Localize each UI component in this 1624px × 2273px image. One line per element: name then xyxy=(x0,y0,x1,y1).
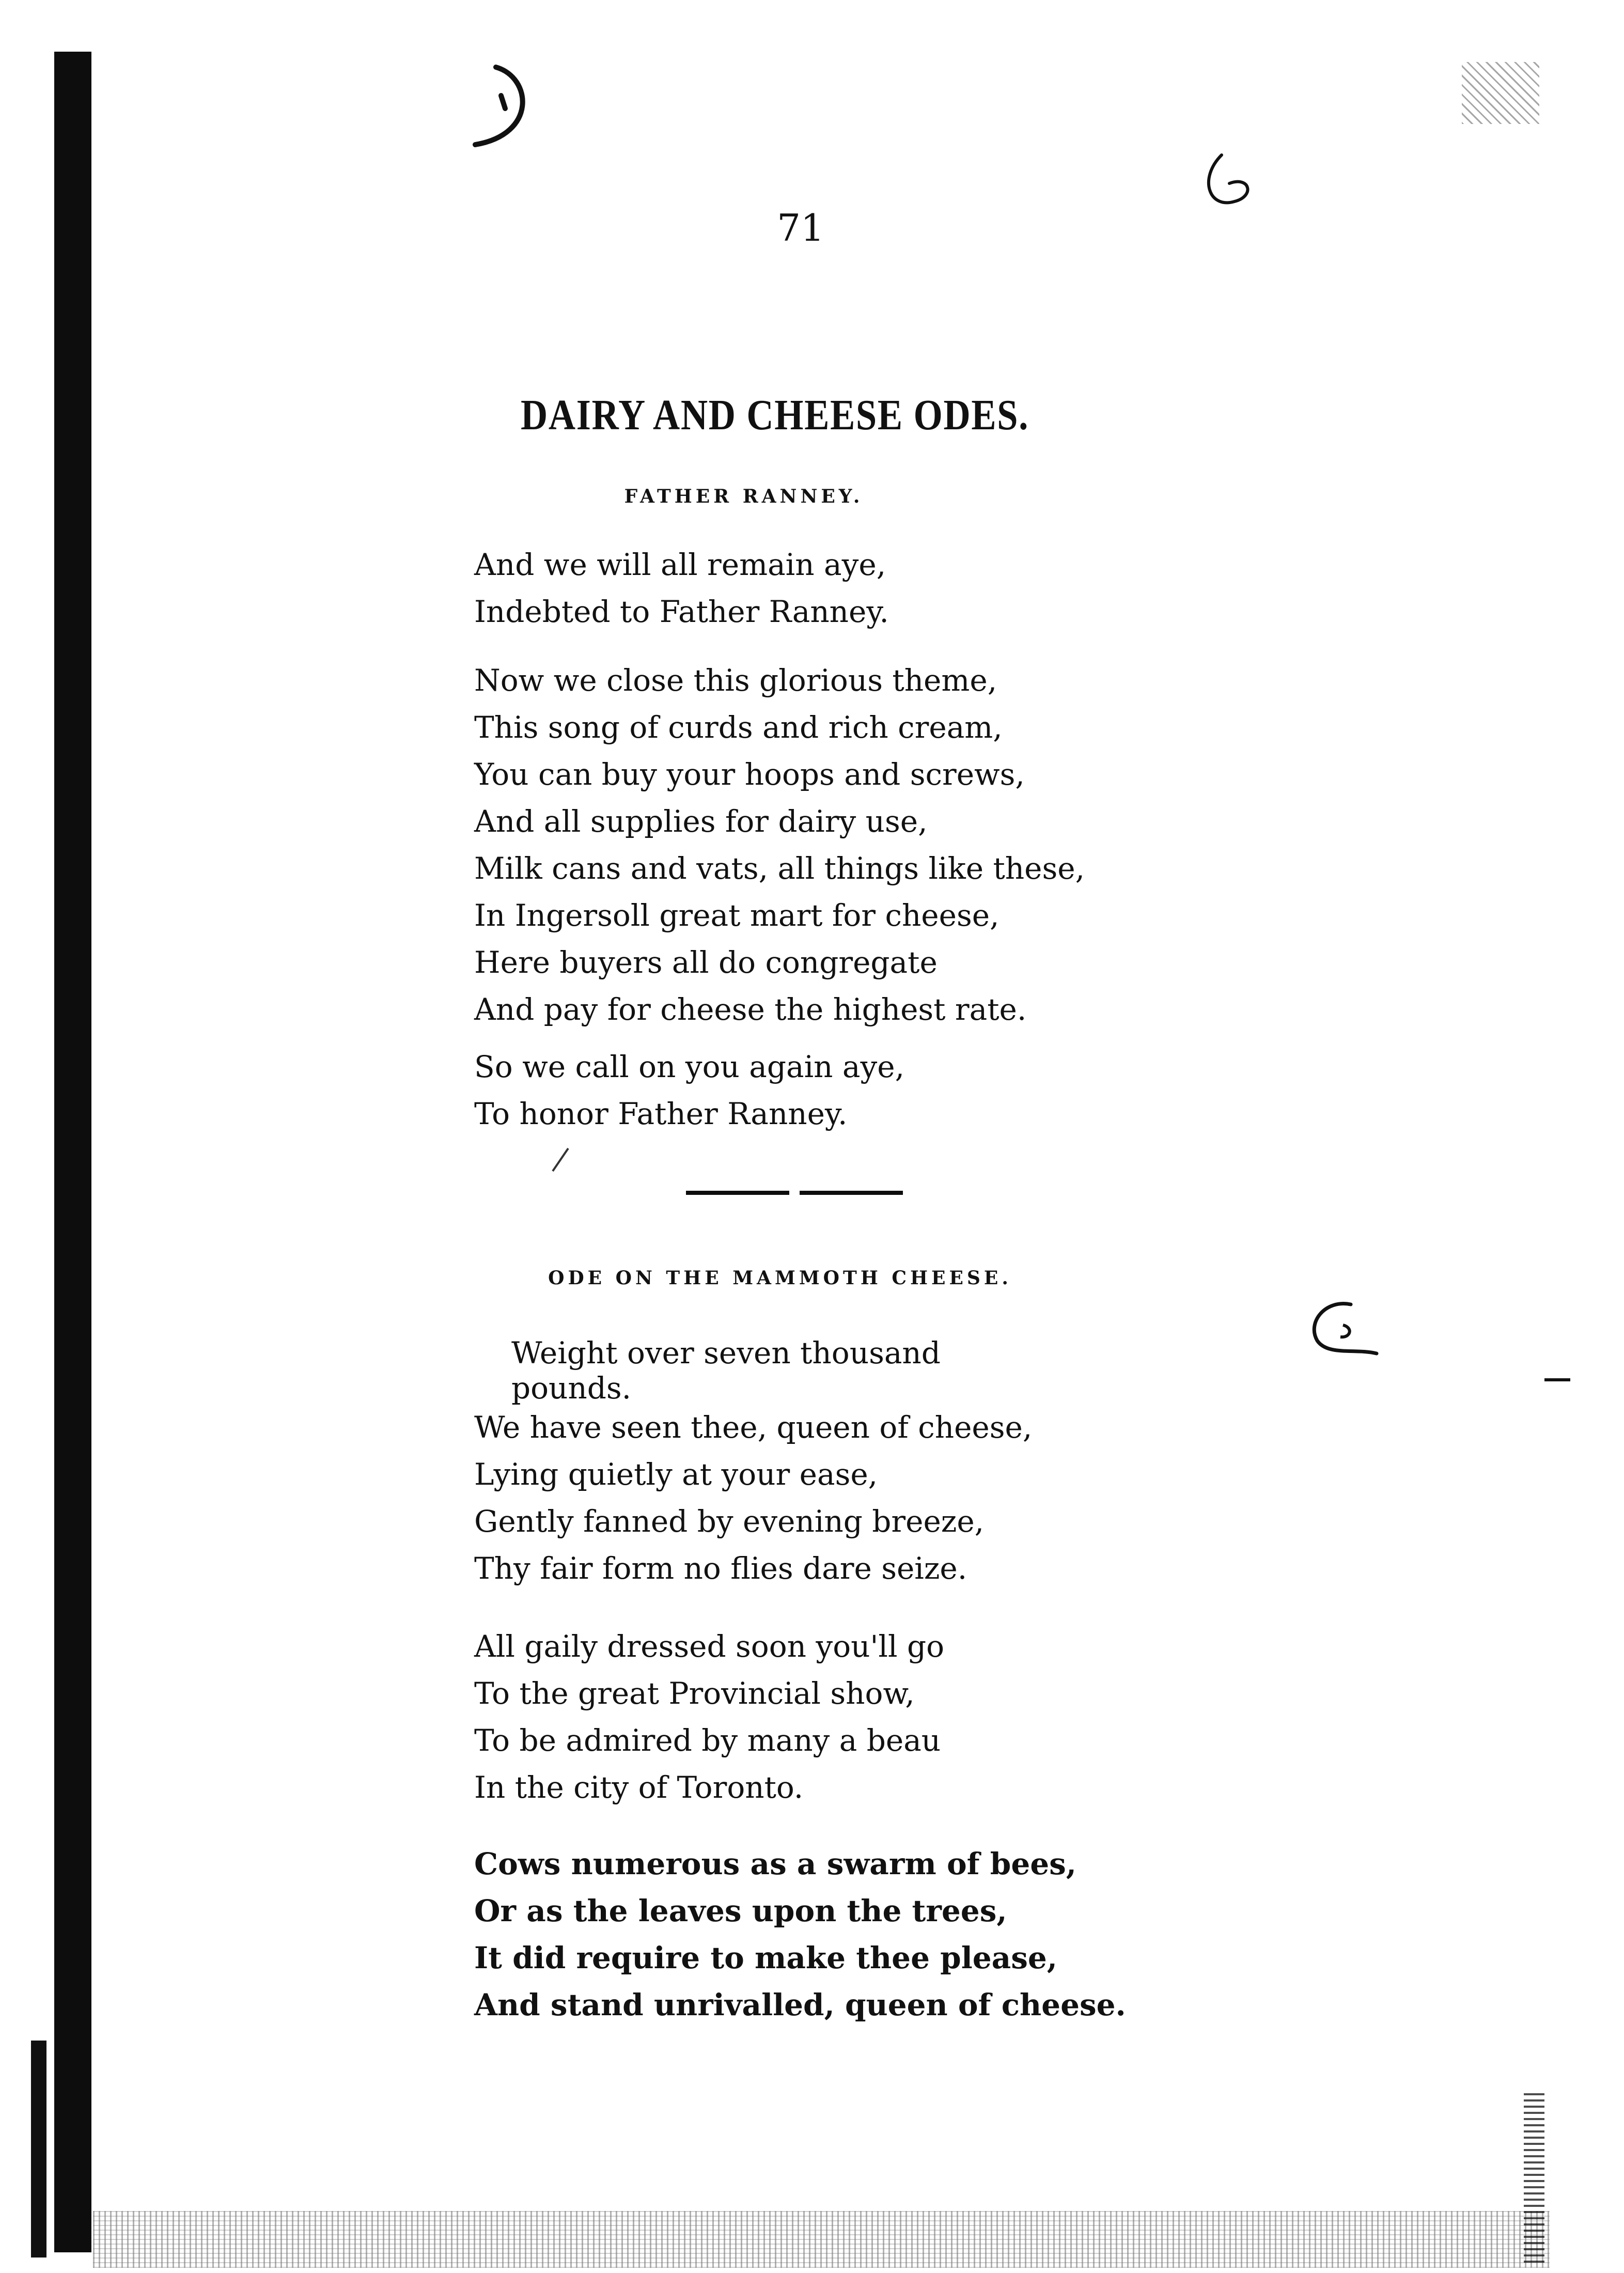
poem-line: It did require to make thee please, xyxy=(474,1940,1057,1975)
poem-stanza xyxy=(474,1623,944,1811)
top-corner-noise xyxy=(1462,62,1539,124)
page-number: 71 xyxy=(777,206,824,250)
section-divider xyxy=(800,1191,903,1195)
poem-stanza xyxy=(474,657,1085,1033)
section-heading-father-ranney: FATHER RANNEY. xyxy=(624,486,864,507)
poem-line: To the great Provincial show, xyxy=(474,1676,915,1711)
poem-stanza xyxy=(474,1044,904,1138)
poem-line: In Ingersoll great mart for cheese, xyxy=(474,898,1000,933)
poem-line: And stand unrivalled, queen of cheese. xyxy=(474,1987,1126,2022)
section-subtitle: Weight over seven thousand pounds. xyxy=(511,1335,941,1406)
page-title: DAIRY AND CHEESE ODES. xyxy=(520,391,1029,439)
section-divider xyxy=(686,1191,789,1195)
poem-line: And all supplies for dairy use, xyxy=(474,804,928,839)
poem-stanza xyxy=(474,1841,1126,2029)
poem-line: We have seen thee, queen of cheese, xyxy=(474,1410,1033,1445)
poem-line: All gaily dressed soon you'll go xyxy=(474,1629,944,1664)
poem-line: Gently fanned by evening breeze, xyxy=(474,1504,985,1539)
poem-line: Thy fair form no flies dare seize. xyxy=(474,1551,967,1586)
poem-line: This song of curds and rich cream, xyxy=(474,710,1003,745)
poem-stanza xyxy=(474,541,889,635)
poem-line: And we will all remain aye, xyxy=(474,547,886,582)
poem-line: To honor Father Ranney. xyxy=(474,1096,848,1131)
bottom-edge-noise xyxy=(93,2211,1550,2268)
poem-line: In the city of Toronto. xyxy=(474,1770,804,1805)
handwritten-c-mark xyxy=(1304,1297,1382,1364)
pencil-tick-mark xyxy=(545,1144,576,1175)
poem-line: Milk cans and vats, all things like these, xyxy=(474,851,1085,886)
poem-line: Now we close this glorious theme, xyxy=(474,663,997,698)
section-heading-mammoth-cheese: ODE ON THE MAMMOTH CHEESE. xyxy=(548,1267,1012,1289)
poem-stanza xyxy=(474,1404,1032,1592)
poem-line: Cows numerous as a swarm of bees, xyxy=(474,1846,1077,1881)
poem-line: Indebted to Father Ranney. xyxy=(474,594,889,629)
binding-shadow xyxy=(54,52,91,2252)
handwritten-bracket-mark xyxy=(465,57,553,160)
poem-line: You can buy your hoops and screws, xyxy=(474,757,1025,792)
handwritten-number-mark xyxy=(1193,147,1266,220)
poem-line: Lying quietly at your ease, xyxy=(474,1457,878,1492)
margin-dash xyxy=(1544,1378,1570,1381)
poem-line: Here buyers all do congregate xyxy=(474,945,938,980)
poem-line: To be admired by many a beau xyxy=(474,1723,941,1758)
poem-line: So we call on you again aye, xyxy=(474,1049,905,1084)
poem-line: Or as the leaves upon the trees, xyxy=(474,1893,1007,1928)
binding-shadow-edge xyxy=(31,2041,46,2258)
right-edge-noise xyxy=(1524,2092,1544,2263)
poem-line: And pay for cheese the highest rate. xyxy=(474,992,1027,1027)
